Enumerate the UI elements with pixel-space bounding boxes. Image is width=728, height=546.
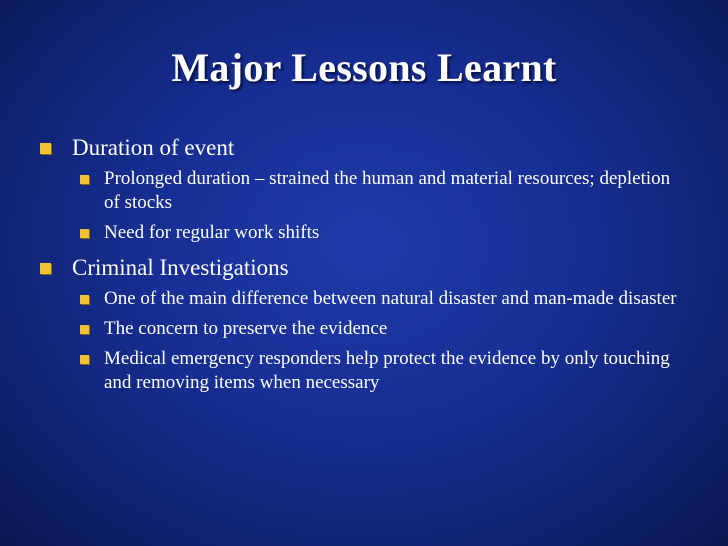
bullet-item — [38, 133, 688, 163]
bullet-text: Criminal Investigations — [72, 255, 289, 280]
square-bullet-icon — [80, 175, 89, 184]
sub-bullet-item — [38, 287, 688, 311]
square-bullet-icon — [80, 229, 89, 238]
section-criminal-investigations — [38, 253, 688, 395]
bullet-list — [38, 133, 688, 403]
sub-bullet-text: Medical emergency responders help protect the evidence by only touching and removing items when necessary — [104, 348, 670, 393]
sub-bullet-text: The concern to preserve the evidence — [104, 318, 388, 339]
sub-bullet-item — [38, 317, 688, 341]
sub-bullet-item — [38, 167, 688, 215]
sub-bullet-item — [38, 221, 688, 245]
square-bullet-icon — [80, 355, 89, 364]
square-bullet-icon — [40, 263, 51, 274]
section-duration — [38, 133, 688, 245]
square-bullet-icon — [80, 325, 89, 334]
sub-bullet-item — [38, 347, 688, 395]
slide-title: Major Lessons Learnt — [171, 45, 557, 90]
square-bullet-icon — [40, 143, 51, 154]
bullet-text: Duration of event — [72, 135, 235, 160]
square-bullet-icon — [80, 295, 89, 304]
sub-bullet-text: Prolonged duration – strained the human and material resources; depletion of stocks — [104, 168, 671, 213]
bullet-item — [38, 253, 688, 283]
sub-bullet-text: Need for regular work shifts — [104, 222, 320, 243]
sub-bullet-text: One of the main difference between natural disaster and man-made disaster — [104, 288, 677, 309]
